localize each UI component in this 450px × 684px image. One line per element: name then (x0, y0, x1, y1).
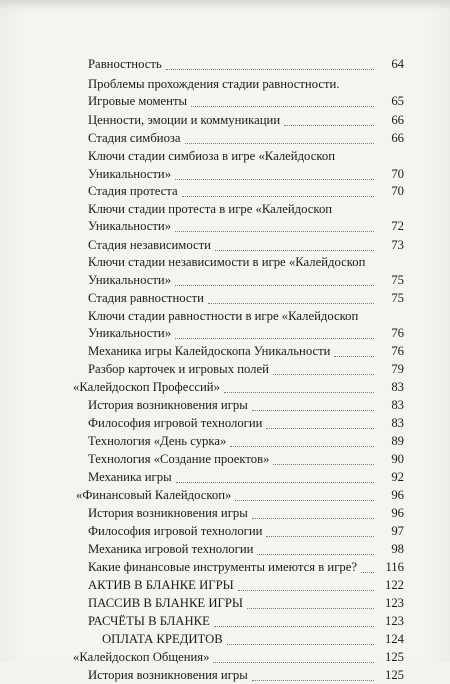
toc-leader-dots (175, 231, 374, 232)
toc-leader-dots (175, 285, 374, 286)
toc-entry-title: Стадия симбиоза (88, 131, 181, 145)
toc-page-number: 116 (385, 560, 404, 574)
toc-entry-title: Проблемы прохождения стадии равностности. (88, 77, 340, 91)
toc-entry-title: Механика игры Калейдоскопа Уникальности (88, 344, 331, 358)
toc-entry (0, 522, 450, 540)
toc-leader-dots (252, 410, 374, 411)
toc-page-number: 73 (391, 238, 404, 252)
toc-entry-title: «Калейдоскоп Профессий» (73, 380, 220, 394)
toc-leader-dots (182, 196, 374, 197)
toc-entry (0, 486, 450, 504)
toc-entry (0, 378, 450, 396)
toc-entry-title: Игровые моменты (88, 94, 188, 108)
toc-page-number: 70 (391, 167, 404, 181)
toc-entry (0, 217, 450, 235)
toc-entry (0, 450, 450, 468)
toc-entry-title: Какие финансовые инструменты имеются в игре? (88, 560, 358, 574)
toc-entry-title: ПАССИВ В БЛАНКЕ ИГРЫ (88, 596, 243, 610)
toc-page-number: 70 (391, 184, 404, 198)
toc-page-number: 90 (391, 452, 404, 466)
toc-entry-title: Уникальности» (88, 326, 172, 340)
toc-entry (0, 666, 450, 684)
toc-page-number: 98 (391, 542, 404, 556)
toc-page-number: 66 (391, 113, 404, 127)
toc-entry (0, 576, 450, 594)
toc-entry-title: Уникальности» (88, 219, 172, 233)
toc-entry-title: АКТИВ В БЛАНКЕ ИГРЫ (88, 578, 234, 592)
toc-entry (0, 468, 450, 486)
toc-leader-dots (273, 464, 374, 465)
toc-entry (0, 289, 450, 307)
toc-entry-title: Уникальности» (88, 273, 172, 287)
toc-entry-title: Стадия равностности (88, 291, 204, 305)
toc-entry-title: ОПЛАТА КРЕДИТОВ (102, 632, 223, 646)
toc-entry (0, 594, 450, 612)
toc-leader-dots (185, 143, 374, 144)
toc-entry (0, 342, 450, 360)
toc-page-number: 64 (391, 57, 404, 71)
toc-entry-title: Стадия независимости (88, 238, 211, 252)
toc-page-number: 123 (384, 596, 404, 610)
toc-entry (0, 612, 450, 630)
toc-page-number: 96 (391, 488, 404, 502)
toc-page-number: 72 (391, 219, 404, 233)
toc-page-number: 92 (391, 470, 404, 484)
toc-page-number: 75 (391, 273, 404, 287)
toc-leader-dots (247, 608, 374, 609)
toc-leader-dots (213, 662, 374, 663)
toc-page-number: 97 (391, 524, 404, 538)
toc-entry-title: Ключи стадии протеста в игре «Калейдоскоп (88, 202, 333, 216)
toc-page-number: 125 (384, 668, 404, 682)
toc-entry (0, 648, 450, 666)
toc-leader-dots (227, 644, 374, 645)
toc-page-number: 75 (391, 291, 404, 305)
toc-entry-title: Ключи стадии независимости в игре «Калейдоскоп (88, 255, 366, 269)
toc-entry (0, 129, 450, 147)
toc-leader-dots (266, 428, 374, 429)
toc-leader-dots (214, 626, 374, 627)
toc-leader-dots (208, 303, 374, 304)
toc-leader-dots (176, 482, 374, 483)
toc-entry-title: Ценности, эмоции и коммуникации (88, 113, 281, 127)
toc-entry (0, 396, 450, 414)
toc-entry (0, 360, 450, 378)
toc-entry-title: «Финансовый Калейдоскоп» (76, 488, 232, 502)
toc-entry-title: Технология «Создание проектов» (88, 452, 270, 466)
toc-page-number: 66 (391, 131, 404, 145)
toc-entry (0, 630, 450, 648)
toc-entry (0, 182, 450, 200)
toc-entry-title: Философия игровой технологии (88, 416, 263, 430)
page-top-shadow (0, 0, 450, 10)
toc-page-number: 65 (391, 94, 404, 108)
toc-leader-dots (273, 374, 374, 375)
toc-entry (0, 165, 450, 183)
toc-leader-dots (215, 250, 374, 251)
toc-entry-title: Разбор карточек и игровых полей (88, 362, 269, 376)
toc-entry-title: Философия игровой технологии (88, 524, 263, 538)
toc-leader-dots (266, 536, 374, 537)
toc-entry-title: Уникальности» (88, 167, 172, 181)
toc-leader-dots (235, 500, 374, 501)
toc-leader-dots (224, 392, 374, 393)
toc-leader-dots (252, 680, 374, 681)
toc-entry-title: Ключи стадии симбиоза в игре «Калейдоскоп (88, 149, 335, 163)
toc-entry-title: История возникновения игры (88, 668, 248, 682)
toc-entry (0, 324, 450, 342)
toc-entry-title: Равностность (88, 57, 162, 71)
toc-leader-dots (230, 446, 374, 447)
toc-page-number: 76 (391, 326, 404, 340)
toc-leader-dots (175, 338, 374, 339)
toc-entry (0, 271, 450, 289)
toc-entry (0, 111, 450, 129)
toc-page-number: 124 (384, 632, 404, 646)
toc-entry (0, 55, 450, 73)
toc-entry (0, 307, 450, 325)
toc-entry (0, 414, 450, 432)
toc-leader-dots (252, 518, 374, 519)
toc-leader-dots (175, 179, 374, 180)
toc-entry (0, 253, 450, 271)
toc-entry (0, 504, 450, 522)
toc-entry-title: Механика игры (88, 470, 172, 484)
toc-entry (0, 92, 450, 110)
toc-entry-title: Механика игровой технологии (88, 542, 254, 556)
toc-page-number: 83 (391, 380, 404, 394)
toc-entry (0, 236, 450, 254)
toc-leader-dots (238, 590, 374, 591)
toc-entry (0, 432, 450, 450)
toc-page-number: 79 (391, 362, 404, 376)
toc-entry (0, 147, 450, 165)
toc-entry-title: История возникновения игры (88, 506, 248, 520)
toc-leader-dots (284, 125, 374, 126)
toc-entry (0, 75, 450, 93)
toc-leader-dots (166, 69, 374, 70)
toc-page-number: 123 (384, 614, 404, 628)
toc-page-number: 83 (391, 416, 404, 430)
toc-page-number: 96 (391, 506, 404, 520)
toc-page-number: 89 (391, 434, 404, 448)
toc-entry-title: История возникновения игры (88, 398, 248, 412)
toc-entry-title: РАСЧЁТЫ В БЛАНКЕ (88, 614, 210, 628)
toc-leader-dots (191, 106, 374, 107)
toc-page-number: 76 (391, 344, 404, 358)
toc-page-number: 125 (384, 650, 404, 664)
toc-entry (0, 200, 450, 218)
toc-page-number: 122 (384, 578, 404, 592)
toc-entry (0, 558, 450, 576)
toc-entry-title: Ключи стадии равностности в игре «Калейдоскоп (88, 309, 359, 323)
toc-leader-dots (257, 554, 374, 555)
toc-page-number: 83 (391, 398, 404, 412)
toc-entry-title: «Калейдоскоп Общения» (73, 650, 210, 664)
toc-entry-title: Стадия протеста (88, 184, 178, 198)
toc-entry-title: Технология «День сурка» (88, 434, 227, 448)
toc-entry (0, 540, 450, 558)
